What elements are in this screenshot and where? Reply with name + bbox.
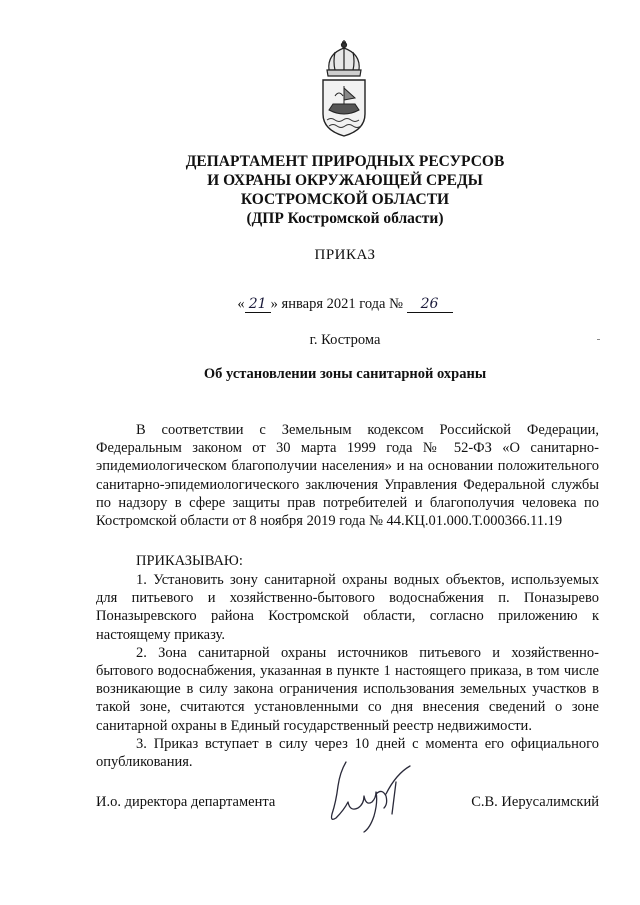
order-title: ПРИКАЗ	[314, 247, 376, 263]
date-line	[130, 296, 560, 313]
order-item: 1. Установить зону санитарной охраны водных объектов, используемых для питьевого и хозяйственно-бытового водоснабжения п. Поназырево Поназыревского района Костромской области, согласно приложению к настоящему приказу.	[96, 572, 599, 643]
header-line-1: ДЕПАРТАМЕНТ ПРИРОДНЫХ РЕСУРСОВ	[185, 153, 505, 170]
date-open-quote: «	[237, 296, 245, 312]
signatory-name: С.В. Иерусалимский	[471, 794, 599, 810]
order-subject: Об установлении зоны санитарной охраны	[203, 366, 487, 382]
department-header	[130, 152, 560, 228]
header-line-2: И ОХРАНЫ ОКРУЖАЮЩЕЙ СРЕДЫ	[207, 172, 483, 189]
date-day: 21	[245, 296, 271, 313]
header-line-3: КОСТРОМСКОЙ ОБЛАСТИ	[240, 191, 450, 208]
order-directive-word: ПРИКАЗЫВАЮ:	[136, 553, 243, 569]
coat-of-arms-icon	[313, 40, 375, 140]
order-item: 3. Приказ вступает в силу через 10 дней с момента его официального опубликования.	[96, 735, 599, 771]
margin-mark	[597, 339, 600, 340]
date-rest: » января 2021 года №	[270, 296, 403, 312]
city-line: г. Кострома	[309, 332, 381, 348]
signatory-position: И.о. директора департамента	[96, 794, 276, 810]
order-item: 2. Зона санитарной охраны источников питьевого и хозяйственно-бытового водоснабжения, указанная в пункте 1 настоящего приказа, в том числе возникающие в силу закона ограничения использования земельных участков в такой зоне, считаются установленными со дня внесения сведений о зоне санитарной охраны в Единый государственный реестр недвижимости.	[96, 644, 599, 734]
order-number: 26	[407, 296, 453, 313]
preamble-paragraph	[96, 421, 599, 530]
handwritten-signature-icon	[318, 758, 418, 836]
preamble-text: В соответствии с Земельным кодексом Российской Федерации, Федеральным законом от 30 марта 1999 года № 52-ФЗ «О санитарно-эпидемиологическом благополучии населения» и на основании положительного санитарно-эпидемиологического заключения Управления Федеральной службы по надзору в сфере защиты прав потребителей и благополучия человека по Костромской области от 8 ноября 2019 года № 44.КЦ.01.000.Т.000366.11.19	[96, 422, 599, 530]
header-line-4: (ДПР Костромской области)	[246, 210, 444, 227]
order-items	[96, 571, 599, 771]
